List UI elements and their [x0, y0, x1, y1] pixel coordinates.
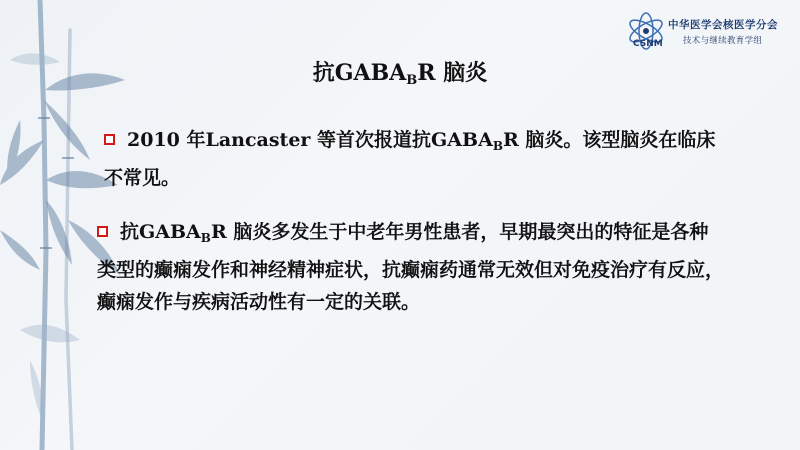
logo-dept-name: 技术与继续教育学组 [683, 36, 763, 46]
title-prefix: 抗GABA [312, 60, 407, 86]
slide-title [0, 56, 800, 88]
bullet-2-subscript: B [200, 231, 211, 245]
bullet-item-1 [104, 124, 734, 194]
title-suffix: R 脑炎 [417, 60, 488, 86]
bullet-1-part2: R 脑炎。该型脑炎在临床不常见。 [104, 129, 716, 189]
bullet-marker-icon [97, 226, 108, 237]
org-logo [625, 10, 790, 54]
logo-org-name: 中华医学会核医学分会 [668, 19, 778, 31]
title-subscript: B [406, 73, 418, 88]
logo-abbr: CSNM [633, 39, 663, 49]
bullet-marker-icon [104, 134, 115, 145]
bullet-1-part1: 2010 年Lancaster 等首次报道抗GABA [127, 129, 493, 151]
atom-icon [625, 10, 667, 52]
bullet-2-part1: 抗GABA [120, 221, 201, 243]
bullet-1-subscript: B [492, 139, 503, 153]
bullet-2-part2: R 脑炎多发生于中老年男性患者，早期最突出的特征是各种类型的癫痫发作和神经精神症状，抗癫痫药通常无效但对免疫治疗有反应，癫痫发作与疾病活动性有一定的关联。 [97, 221, 725, 313]
bullet-item-2 [97, 216, 727, 318]
